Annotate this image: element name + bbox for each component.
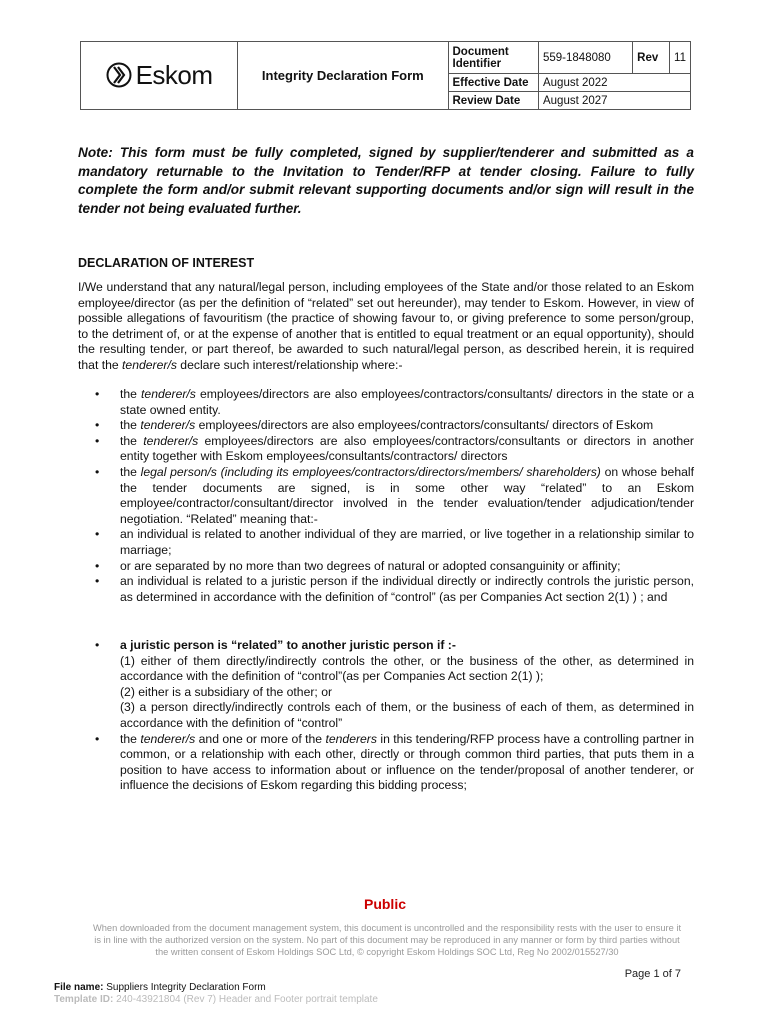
last-bullet-emphasis-2: tenderers (325, 731, 377, 746)
list-item (78, 418, 694, 434)
eskom-emblem-icon (106, 62, 132, 88)
bullet-glyph: • (95, 464, 100, 479)
bullet-text-end: on whose behalf the tender documents are signed, is in some other way “related” to an Eskom employee/contractor/consultant/director involved in the tender evaluation/tender adjudication/tender negotiation. “Related” meaning that:- (120, 464, 694, 526)
list-item (78, 559, 694, 575)
list-item (78, 465, 694, 527)
last-bullet-text: the (120, 731, 141, 746)
bullet-text-end: employees/directors are also employees/contractors/consultants/ directors in the state or a state owned entity. (120, 387, 694, 417)
bullet-text: an individual is related to a juristic person if the individual directly or indirectly controls the juristic person, as determined in accordance with the definition of “control” (as per Companies Act section 2(1) ) ; and (120, 574, 694, 604)
bullet-emphasis: legal person/s (including its employees/contractors/directors/members/ shareholders) (140, 464, 601, 479)
list-item (78, 574, 694, 605)
bullet-text: the (120, 433, 144, 448)
section-title: DECLARATION OF INTEREST (78, 256, 255, 270)
list-item (78, 732, 694, 794)
juristic-line-1: (1) either of them directly/indirectly controls the other, or the business of the other, as determined in accordance with the definition of “control”(as per Companies Act section 2(1) ); (120, 653, 694, 684)
bullet-emphasis: tenderer/s (143, 433, 199, 448)
rev-label: Rev (633, 42, 670, 74)
intro-paragraph (78, 280, 694, 374)
disclaimer-text: When downloaded from the document management system, this document is uncontrolled and the responsibility rests with the user to ensure it is in line with the authorized version on the system. No part of this document may be reproduced in any manner or form by third parties without the written consent of Eskom Holdings SOC Ltd, © copyright Eskom Holdings SOC Ltd, Reg No 2002/015527/30 (92, 923, 682, 957)
bullet-glyph: • (95, 387, 100, 401)
intro-text-end: declare such interest/relationship where:- (176, 357, 403, 372)
intro-emphasis: tenderer/s (122, 357, 177, 372)
submission-note: Note: This form must be fully completed, signed by supplier/tenderer and submitted as a mandatory returnable to the Invitation to Tender/RFP at tender closing. Failure to fully complete the form and/or submit relevant supporting documents and/or sign will result in the tender not being evaluated further. (78, 145, 694, 216)
page-number: Page 1 of 7 (624, 968, 681, 980)
bullet-text: the (120, 418, 141, 433)
last-bullet-text-end: in this tendering/RFP process have a controlling partner in common, or a relationship with each other, directly or through common third parties, that puts them in a position to have access to information about or influence on the tender/proposal of another tenderer, or influence the decisions of Eskom regarding this bidding process; (120, 731, 694, 793)
bullet-text: the (120, 464, 141, 479)
review-date-value: August 2027 (538, 92, 690, 110)
classification-label: Public (363, 896, 406, 912)
juristic-line-3: (3) a person directly/indirectly controls each of them, or the business of each of them, as determined in accordance with the definition of “control” (120, 700, 694, 730)
doc-id-label: Document Identifier (448, 42, 538, 74)
eskom-logo (106, 60, 213, 91)
declaration-bullet-list (78, 387, 694, 605)
intro-text: I/We understand that any natural/legal person, including employees of the State and/or those related to an Eskom employee/director (as per the definition of “related” set out hereunder), may tender to Eskom. However, in view of possible allegations of favouritism (the practice of showing favour to, or giving preference to some person/group, to the detriment of, or at the expense of another that is entitled to equal treatment or an equal opportunity), should the resulting tender, or part thereof, be awarded to such natural/legal person, as described herein, it is required that the (78, 280, 694, 372)
review-date-label: Review Date (448, 92, 538, 110)
form-title: Integrity Declaration Form (238, 42, 448, 110)
last-bullet-text-mid: and one or more of the (195, 731, 326, 746)
template-id-label: Template ID: (54, 994, 114, 1005)
file-name-value: Suppliers Integrity Declaration Form (106, 982, 266, 993)
rev-value: 11 (670, 42, 691, 74)
file-name-line (54, 982, 378, 994)
document-header-table (80, 41, 691, 110)
effective-date-value: August 2022 (538, 74, 690, 92)
bullet-glyph: • (95, 731, 100, 746)
juristic-heading: a juristic person is “related” to another juristic person if :- (120, 638, 456, 652)
bullet-glyph: • (95, 638, 100, 652)
bullet-text-end: employees/directors are also employees/contractors/consultants or directors in another entity together with Eskom employees/consultants/contractors/ directors (120, 433, 694, 464)
bullet-glyph: • (95, 433, 100, 448)
logo-cell (81, 42, 238, 110)
bullet-emphasis: tenderer/s (140, 418, 196, 433)
bullet-glyph: • (95, 558, 100, 573)
list-item (78, 387, 694, 418)
file-name-label: File name: (54, 982, 104, 993)
juristic-bullet-list (78, 638, 694, 794)
bullet-emphasis: tenderer/s (141, 387, 196, 401)
bullet-text: or are separated by no more than two degrees of natural or adopted consanguinity or affinity; (120, 558, 621, 573)
effective-date-label: Effective Date (448, 74, 538, 92)
list-item (78, 434, 694, 465)
bullet-text-end: employees/directors are also employees/contractors/consultants/ directors of Eskom (195, 418, 654, 433)
bullet-glyph: • (95, 527, 100, 542)
last-bullet-emphasis: tenderer/s (140, 731, 196, 746)
template-id-line (54, 994, 378, 1006)
footer-info (54, 982, 378, 1006)
bullet-glyph: • (95, 418, 100, 433)
list-item (78, 527, 694, 558)
bullet-text: the (120, 387, 142, 401)
template-id-value: 240-43921804 (Rev 7) Header and Footer portrait template (116, 994, 378, 1005)
list-item (78, 638, 694, 732)
doc-id-value: 559-1848080 (538, 42, 632, 74)
logo-wordmark: Eskom (135, 59, 213, 90)
bullet-text: an individual is related to another individual of they are married, or live together in a relationship similar to marriage; (120, 527, 694, 557)
bullet-glyph: • (95, 574, 100, 589)
juristic-line-2: (2) either is a subsidiary of the other; or (120, 684, 333, 699)
